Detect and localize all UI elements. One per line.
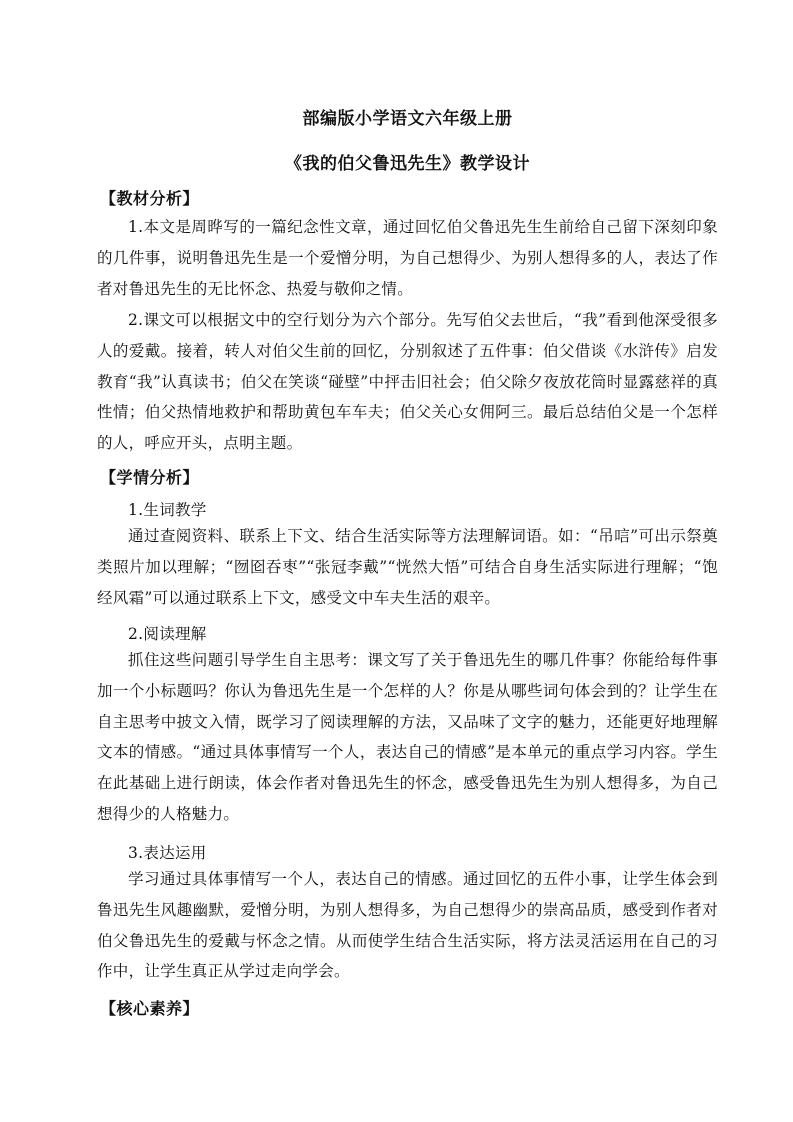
paragraph-expression: 学习通过具体事情写一个人，表达自己的情感。通过回忆的五件小事，让学生体会到鲁迅先生风趣幽默，爱憎分明，为别人想得多，为自己想得少的崇高品质，感受到作者对伯父鲁迅先生的爱戴与怀念之情。从而使学生结合生活实际，将方法灵活运用在自己的习作中，让学生真正从学过走向学会。: [97, 870, 718, 981]
paragraph-reading: 抓住这些问题引导学生自主思考：课文写了关于鲁迅先生的哪几件事？你能给每件事加一个小标题吗？你认为鲁迅先生是一个怎样的人？你是从哪些词句体会到的？让学生在自主思考中披文入情，既学习了阅读理解的方法，又品味了文字的魅力，还能更好地理解文本的情感。“通过具体事情写一个人，表达自己的情感”是本单元的重点学习内容。学生在此基础上进行朗读，体会作者对鲁迅先生的怀念，感受鲁迅先生为别人想得多，为自己想得少的人格魅力。: [97, 651, 718, 823]
subheading-vocabulary: 1.生词教学: [128, 501, 207, 519]
document-subtitle: 《我的伯父鲁迅先生》教学设计: [285, 154, 530, 174]
paragraph-textbook-1: 1.本文是周晔写的一篇纪念性文章，通过回忆伯父鲁迅先生生前给自己留下深刻印象的几件事，说明鲁迅先生是一个爱憎分明，为自己想得少、为别人想得多的人，表达了作者对鲁迅先生的无比怀念、热爱与敬仰之情。: [97, 218, 718, 298]
document-title: 部编版小学语文六年级上册: [302, 109, 513, 129]
section-heading-core-literacy: 【核心素养】: [100, 999, 200, 1018]
paragraph-textbook-2: 2.课文可以根据文中的空行划分为六个部分。先写伯父去世后，“我”看到他深受很多人的爱戴。接着，转人对伯父生前的回忆，分别叙述了五件事：伯父借谈《水浒传》启发教育“我”认真读书；伯父在笑谈“碰壁”中抨击旧社会；伯父除夕夜放花筒时显露慈祥的真性情；伯父热情地救护和帮助黄包车车夫；伯父关心女佣阿三。最后总结伯父是一个怎样的人，呼应开头，点明主题。: [97, 311, 718, 453]
subheading-expression: 3.表达运用: [128, 844, 207, 862]
section-heading-textbook-analysis: 【教材分析】: [100, 189, 200, 208]
subheading-reading: 2.阅读理解: [128, 625, 207, 643]
paragraph-vocabulary: 通过查阅资料、联系上下文、结合生活实际等方法理解词语。如：“吊唁”可出示祭奠类照片加以理解；“囫囵吞枣”“张冠李戴”“恍然大悟”可结合自身生活实际进行理解；“饱经风霜”可以通过联系上下文，感受文中车夫生活的艰辛。: [97, 527, 718, 607]
section-heading-learner-analysis: 【学情分析】: [100, 468, 200, 487]
